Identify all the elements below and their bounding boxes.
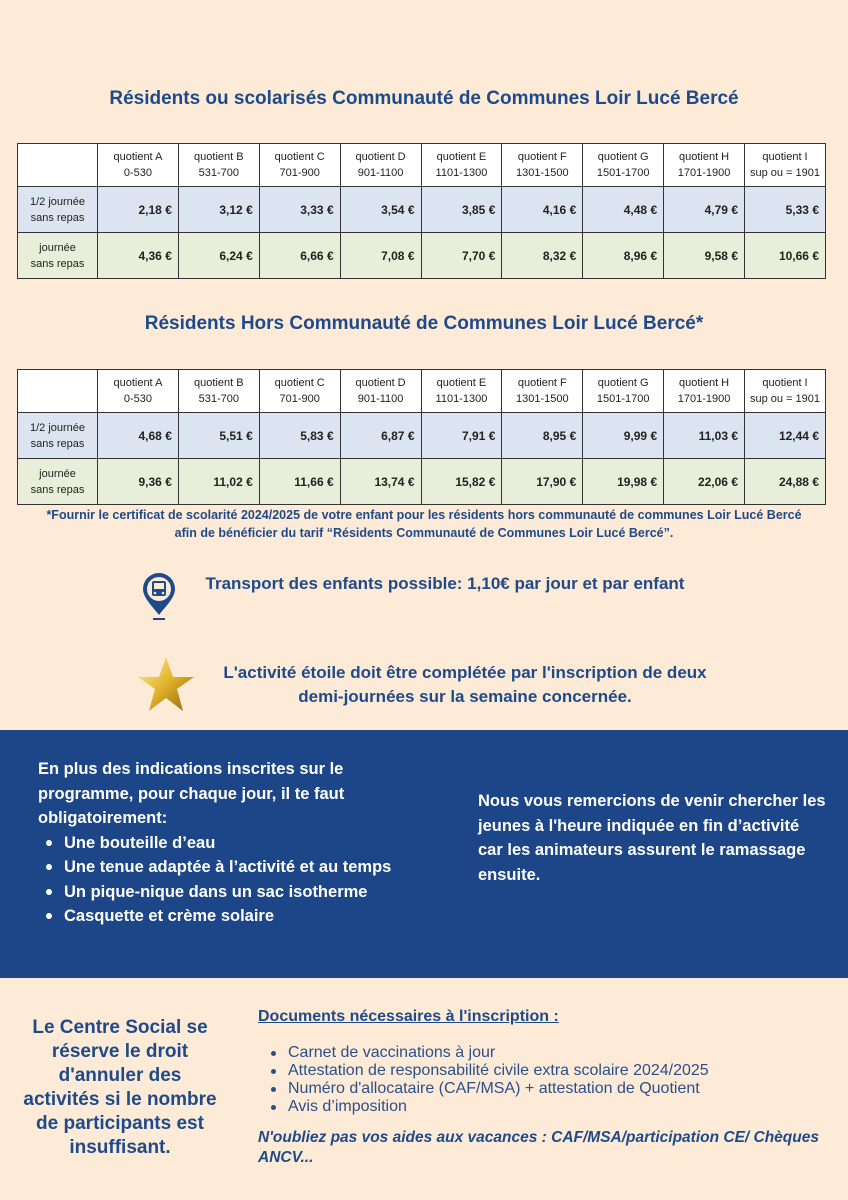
- price-cell: 22,06 €: [664, 459, 745, 505]
- quotient-range: 701-900: [279, 167, 320, 179]
- quotient-name: quotient E: [436, 151, 487, 163]
- price-cell: 2,18 €: [98, 187, 179, 233]
- price-cell: 8,95 €: [502, 413, 583, 459]
- quotient-range: 531-700: [198, 393, 239, 405]
- section2-title: Résidents Hors Communauté de Communes Loir Lucé Bercé*: [144, 313, 704, 334]
- quotient-range: 1701-1900: [677, 167, 731, 179]
- column-header: [583, 370, 664, 413]
- row-label: [18, 187, 98, 233]
- column-header: [745, 144, 826, 187]
- row-label: [18, 233, 98, 279]
- quotient-range: 531-700: [198, 167, 239, 179]
- price-cell: 6,87 €: [340, 413, 421, 459]
- price-cell: 11,03 €: [664, 413, 745, 459]
- table-row: [18, 413, 826, 459]
- transport-text: Transport des enfants possible: 1,10€ par jour et par enfant: [205, 574, 685, 593]
- column-header: [98, 370, 179, 413]
- row-label-line: sans repas: [30, 437, 85, 450]
- price-cell: 6,66 €: [259, 233, 340, 279]
- price-cell: 5,33 €: [745, 187, 826, 233]
- section1-title: Résidents ou scolarisés Communauté de Communes Loir Lucé Bercé: [109, 88, 739, 109]
- price-cell: 3,54 €: [340, 187, 421, 233]
- price-cell: 12,44 €: [745, 413, 826, 459]
- quotient-name: quotient G: [597, 377, 649, 389]
- quotient-name: quotient C: [274, 151, 325, 163]
- list-item: Une bouteille d’eau: [44, 831, 432, 856]
- centre-social-notice: Le Centre Social se réserve le droit d'annuler des activités si le nombre de participants est insuffisant.: [23, 1017, 217, 1158]
- quotient-name: quotient B: [194, 151, 244, 163]
- row-label-line: sans repas: [30, 211, 85, 224]
- table-header-row: [18, 144, 826, 187]
- column-header: [745, 370, 826, 413]
- band-intro: En plus des indications inscrites sur le programme, pour chaque jour, il te faut obligatoirement:: [38, 760, 345, 827]
- row-label: [18, 413, 98, 459]
- list-item: Avis d’imposition: [258, 1098, 838, 1116]
- quotient-name: quotient D: [355, 151, 406, 163]
- quotient-range: 1101-1300: [435, 393, 488, 405]
- quotient-range: 1501-1700: [596, 167, 650, 179]
- row-label-line: journée: [39, 241, 76, 254]
- quotient-name: quotient I: [762, 151, 808, 163]
- price-cell: 8,32 €: [502, 233, 583, 279]
- quotient-name: quotient C: [274, 377, 325, 389]
- table-header-row: [18, 370, 826, 413]
- quotient-name: quotient I: [762, 377, 808, 389]
- tarif-table-hors-communaute: [17, 369, 826, 505]
- quotient-range: 901-1100: [357, 393, 404, 405]
- quotient-name: quotient E: [436, 377, 487, 389]
- price-cell: 17,90 €: [502, 459, 583, 505]
- price-cell: 9,36 €: [98, 459, 179, 505]
- quotient-range: 1301-1500: [516, 167, 569, 179]
- column-header: [502, 144, 583, 187]
- column-header: [421, 144, 502, 187]
- price-cell: 4,36 €: [98, 233, 179, 279]
- quotient-range: 701-900: [279, 393, 320, 405]
- quotient-name: quotient A: [113, 377, 163, 389]
- column-header: [421, 370, 502, 413]
- star-activity-text: L'activité étoile doit être complétée par l'inscription de deux demi-journées sur la semaine concernée.: [223, 663, 707, 706]
- price-cell: 10,66 €: [745, 233, 826, 279]
- price-cell: 11,02 €: [178, 459, 259, 505]
- price-cell: 9,58 €: [664, 233, 745, 279]
- price-cell: 8,96 €: [583, 233, 664, 279]
- table-row: [18, 233, 826, 279]
- column-header: [178, 370, 259, 413]
- price-cell: 3,33 €: [259, 187, 340, 233]
- list-item: Un pique-nique dans un sac isotherme: [44, 880, 432, 905]
- price-cell: 7,70 €: [421, 233, 502, 279]
- quotient-name: quotient D: [355, 377, 406, 389]
- gold-star-icon: [137, 656, 195, 712]
- aides-vacances: N'oubliez pas vos aides aux vacances : CAF/MSA/participation CE/ Chèques ANCV...: [258, 1129, 819, 1166]
- list-item: Carnet de vaccinations à jour: [258, 1044, 838, 1062]
- footnote: *Fournir le certificat de scolarité 2024/2025 de votre enfant pour les résidents hors communauté de communes Loir Lucé Bercé afin de bénéficier du tarif “Résidents Communauté de Communes Loir Lucé Bercé”.: [46, 508, 802, 540]
- quotient-range: sup ou = 1901: [749, 167, 821, 179]
- price-cell: 13,74 €: [340, 459, 421, 505]
- column-header: [664, 370, 745, 413]
- quotient-range: 1301-1500: [516, 393, 569, 405]
- documents-title: Documents nécessaires à l'inscription :: [258, 1008, 559, 1025]
- column-header: [502, 370, 583, 413]
- tarif-table-residents: [17, 143, 826, 279]
- row-label-line: 1/2 journée: [29, 421, 86, 434]
- list-item: Une tenue adaptée à l’activité et au temps: [44, 855, 432, 880]
- quotient-name: quotient A: [113, 151, 163, 163]
- row-label-line: 1/2 journée: [29, 195, 86, 208]
- row-label-line: sans repas: [30, 483, 85, 496]
- quotient-name: quotient H: [678, 151, 730, 163]
- price-cell: 7,91 €: [421, 413, 502, 459]
- info-band: [0, 730, 848, 978]
- column-header: [340, 144, 421, 187]
- quotient-name: quotient H: [678, 377, 730, 389]
- price-cell: 5,51 €: [178, 413, 259, 459]
- documents-section: [258, 1008, 838, 1168]
- quotient-range: 0-530: [123, 167, 152, 179]
- list-item: Attestation de responsabilité civile extra scolaire 2024/2025: [258, 1062, 838, 1080]
- row-label-line: journée: [39, 467, 76, 480]
- required-items-list: [32, 831, 432, 929]
- quotient-range: 1501-1700: [596, 393, 650, 405]
- price-cell: 4,48 €: [583, 187, 664, 233]
- documents-list: [258, 1044, 838, 1116]
- row-label: [18, 459, 98, 505]
- quotient-name: quotient B: [194, 377, 244, 389]
- table-row: [18, 187, 826, 233]
- quotient-range: 0-530: [123, 393, 152, 405]
- price-cell: 4,16 €: [502, 187, 583, 233]
- column-header: [259, 144, 340, 187]
- price-cell: 3,12 €: [178, 187, 259, 233]
- column-header: [178, 144, 259, 187]
- bus-location-icon: [140, 571, 178, 621]
- quotient-range: sup ou = 1901: [749, 393, 821, 405]
- column-header: [98, 144, 179, 187]
- price-cell: 3,85 €: [421, 187, 502, 233]
- quotient-range: 901-1100: [357, 167, 404, 179]
- quotient-range: 1701-1900: [677, 393, 731, 405]
- price-cell: 4,68 €: [98, 413, 179, 459]
- table-row: [18, 459, 826, 505]
- column-header: [259, 370, 340, 413]
- pickup-notice: Nous vous remercions de venir chercher les jeunes à l'heure indiquée en fin d’activité car les animateurs assurent le ramassage ensuite.: [478, 792, 826, 884]
- quotient-name: quotient F: [517, 377, 567, 389]
- list-item: Casquette et crème solaire: [44, 904, 432, 929]
- list-item: Numéro d'allocataire (CAF/MSA) + attestation de Quotient: [258, 1080, 838, 1098]
- column-header: [664, 144, 745, 187]
- column-header: [340, 370, 421, 413]
- corner-cell: [18, 144, 98, 187]
- quotient-range: 1101-1300: [435, 167, 488, 179]
- price-cell: 11,66 €: [259, 459, 340, 505]
- corner-cell: [18, 370, 98, 413]
- quotient-name: quotient F: [517, 151, 567, 163]
- price-cell: 6,24 €: [178, 233, 259, 279]
- quotient-name: quotient G: [597, 151, 649, 163]
- price-cell: 24,88 €: [745, 459, 826, 505]
- price-cell: 7,08 €: [340, 233, 421, 279]
- column-header: [583, 144, 664, 187]
- price-cell: 9,99 €: [583, 413, 664, 459]
- price-cell: 15,82 €: [421, 459, 502, 505]
- price-cell: 4,79 €: [664, 187, 745, 233]
- row-label-line: sans repas: [30, 257, 85, 270]
- price-cell: 5,83 €: [259, 413, 340, 459]
- price-cell: 19,98 €: [583, 459, 664, 505]
